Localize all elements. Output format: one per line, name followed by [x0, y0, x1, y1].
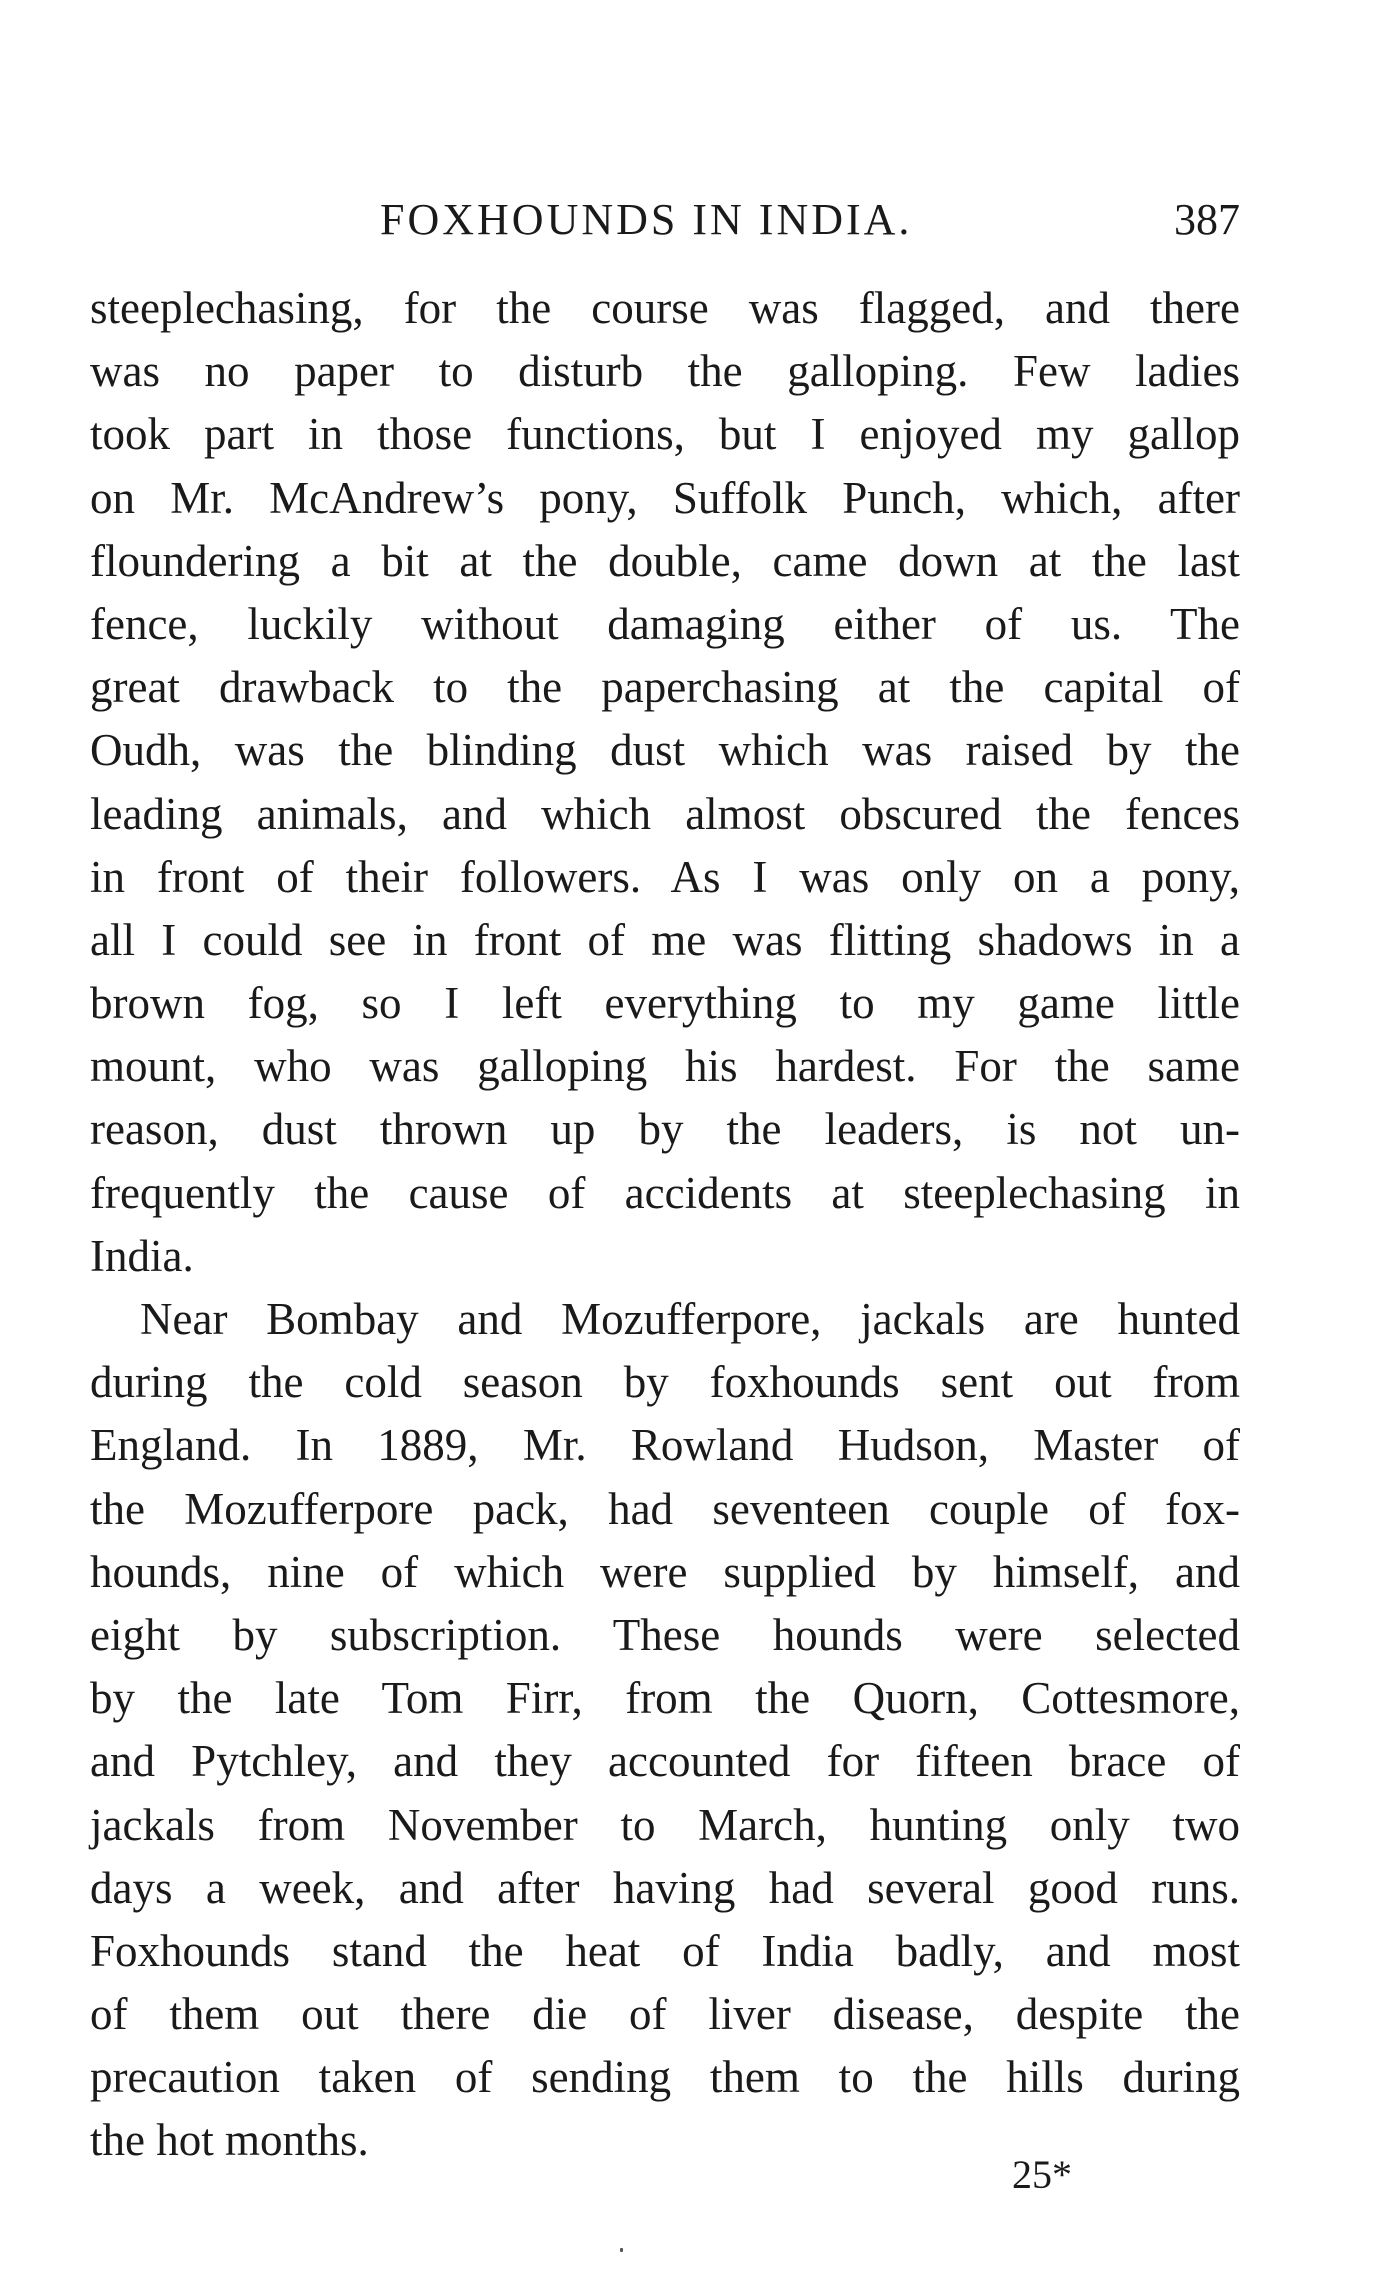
- text-line: in front of their followers. As I was only on a pony,: [90, 851, 1240, 902]
- text-line: Foxhounds stand the heat of India badly, and most: [90, 1925, 1240, 1976]
- text-line: all I could see in front of me was flitting shadows in a: [90, 914, 1240, 965]
- text-line: by the late Tom Firr, from the Quorn, Cottesmore,: [90, 1673, 1240, 1724]
- text-line: days a week, and after having had several good runs.: [90, 1862, 1240, 1913]
- text-line: of them out there die of liver disease, despite the: [90, 1989, 1240, 2040]
- text-line: eight by subscription. These hounds were selected: [90, 1609, 1240, 1660]
- text-line: England. In 1889, Mr. Rowland Hudson, Master of: [90, 1420, 1240, 1471]
- paper-speck: [620, 2248, 623, 2252]
- text-line: on Mr. McAndrew’s pony, Suffolk Punch, which, after: [90, 472, 1240, 523]
- text-line: precaution taken of sending them to the hills during: [90, 2052, 1240, 2103]
- text-line: during the cold season by foxhounds sent out from: [90, 1357, 1240, 1408]
- text-line: floundering a bit at the double, came down at the last: [90, 535, 1240, 586]
- running-head: [90, 190, 1240, 250]
- text-line: brown fog, so I left everything to my game little: [90, 978, 1240, 1029]
- text-line: great drawback to the paperchasing at the capital of: [90, 662, 1240, 713]
- text-line: the hot months.: [90, 2115, 369, 2166]
- running-title: FOXHOUNDS IN INDIA.: [380, 195, 913, 244]
- text-line: steeplechasing, for the course was flagged, and there: [90, 283, 1240, 333]
- page-number: 387: [1174, 195, 1240, 244]
- text-line: mount, who was galloping his hardest. For the same: [90, 1041, 1240, 1092]
- text-line: Near Bombay and Mozufferpore, jackals are hunted: [140, 1294, 1240, 1344]
- text-line: jackals from November to March, hunting only two: [90, 1799, 1240, 1850]
- signature-mark: 25*: [1012, 2152, 1072, 2197]
- text-line: hounds, nine of which were supplied by himself, and: [90, 1546, 1240, 1597]
- text-line: frequently the cause of accidents at steeplechasing in: [90, 1167, 1240, 1218]
- text-line: reason, dust thrown up by the leaders, is not un-: [90, 1104, 1240, 1155]
- text-line: took part in those functions, but I enjoyed my gallop: [90, 409, 1240, 460]
- text-line: the Mozufferpore pack, had seventeen couple of fox-: [90, 1483, 1240, 1534]
- text-line: was no paper to disturb the galloping. Few ladies: [90, 346, 1240, 397]
- text-line: India.: [90, 1230, 194, 1281]
- text-line: Oudh, was the blinding dust which was raised by the: [90, 725, 1240, 776]
- text-line: and Pytchley, and they accounted for fifteen brace of: [90, 1736, 1240, 1787]
- body-text: [90, 277, 1240, 2173]
- text-line: fence, luckily without damaging either of us. The: [90, 598, 1240, 649]
- text-line: leading animals, and which almost obscured the fences: [90, 788, 1240, 839]
